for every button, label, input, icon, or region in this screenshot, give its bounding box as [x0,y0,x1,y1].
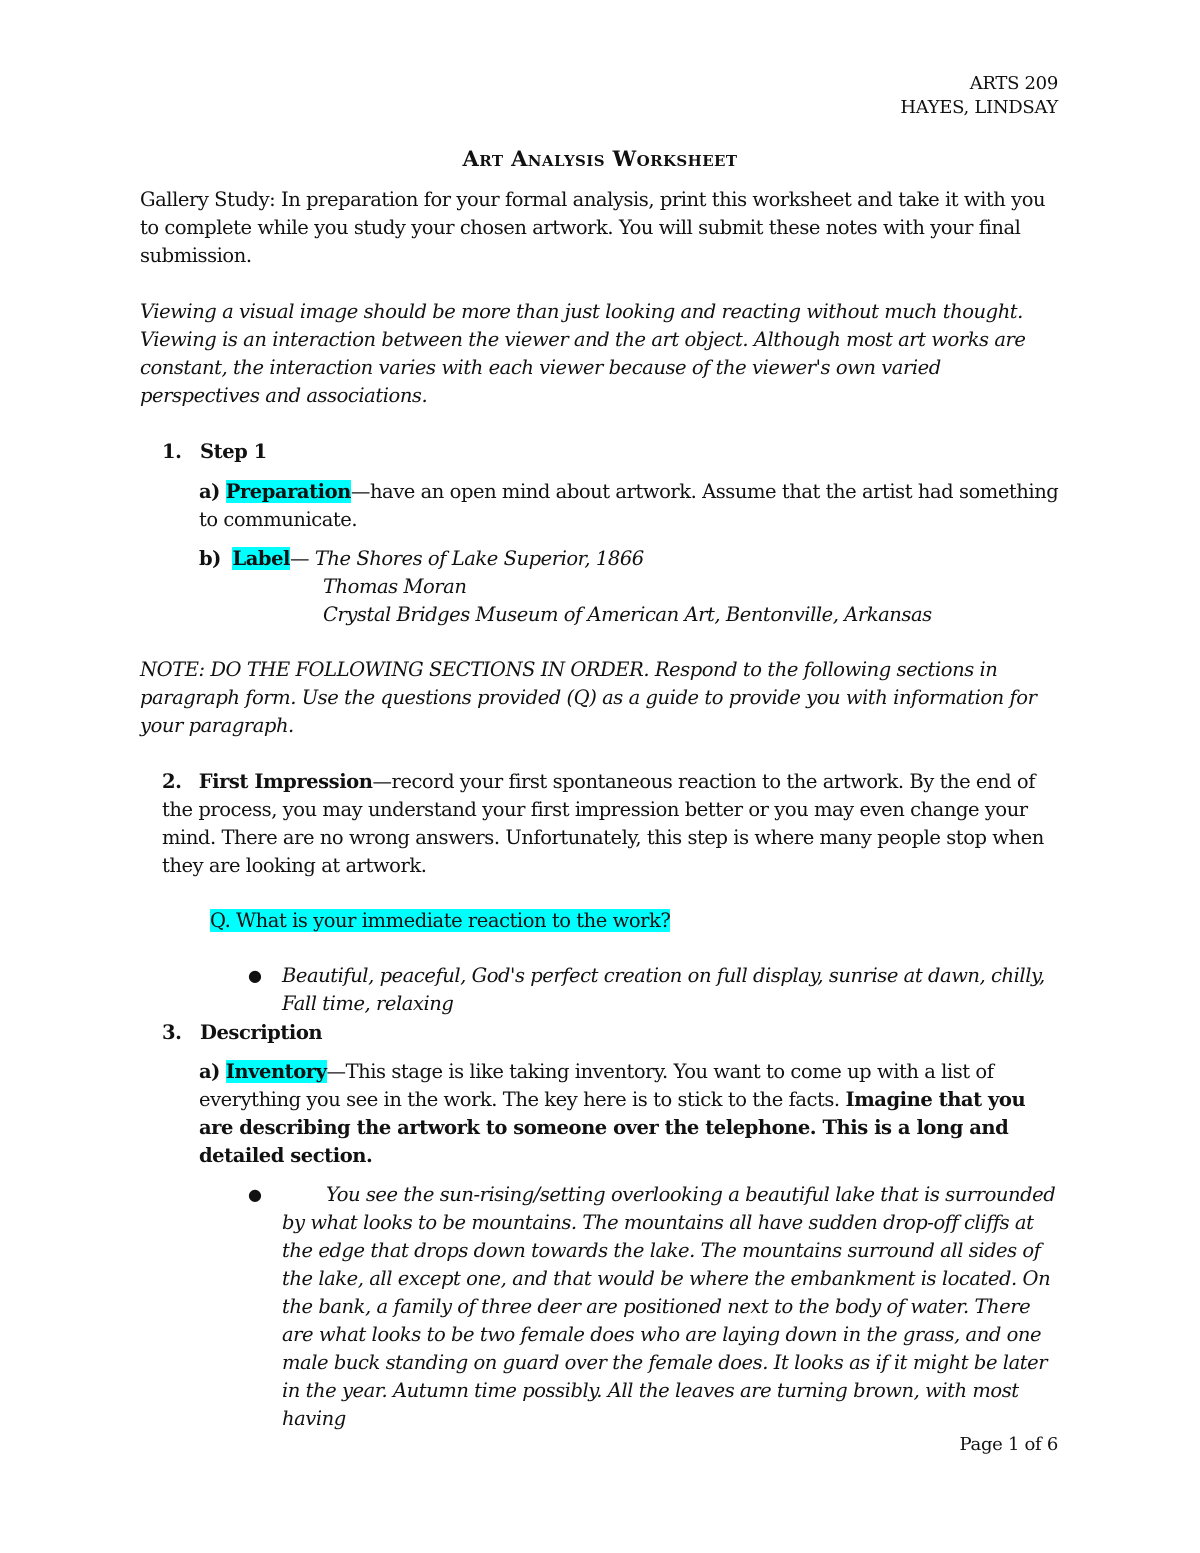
inventory-text: —This stage is like taking inventory. You want to come up with a list of everything you see in the work. The key here is to stick to the facts. [199,1060,994,1111]
inventory-bold-text: Imagine that you are describing the artwork to someone over the telephone. This is a long and detailed section. [199,1088,1026,1167]
step2-text: —record your first spontaneous reaction to the artwork. By the end of the process, you may understand your first impression better or you may even change your mind. There are no wrong answers. Unfortunately, this step is where many people stop when they are looking at artwork. [162,770,1044,877]
inventory-letter: a) [199,1060,220,1083]
step2-number: 2. [162,770,182,793]
label-location: Crystal Bridges Museum of American Art, Bentonville, Arkansas [323,603,932,626]
course-code: ARTS 209 [969,73,1058,94]
label-letter: b) [199,547,221,570]
label-term: Label [232,547,291,570]
label-artwork: The Shores of Lake Superior, 1866 [314,547,644,570]
step1-title: Step 1 [200,440,267,463]
step2-question [210,907,670,935]
step3-answer: You see the sun-rising/setting overlooking a beautiful lake that is surrounded by what looks to be mountains. The mountains all have sudden drop-off cliffs at the edge that drops down towards the lake. The mountains surround all sides of the lake, all except one, and that would be where the embankment is located. On the bank, a family of three deer are positioned next to the body of water. There are what looks to be two female does who are laying down in the grass, and one male buck standing on guard over the female does. It looks as if it might be later in the year. Autumn time possibly. All the leaves are turning brown, with most having [282,1183,1056,1430]
page-number: Page 1 of 6 [959,1434,1058,1455]
order-note: NOTE: DO THE FOLLOWING SECTIONS IN ORDER. Respond to the following sections in paragraph form. Use the questions provided (Q) as a guide to provide you with information for your paragraph. [140,658,1037,737]
inventory-item [199,1058,1059,1170]
preparation-item [199,478,1059,534]
student-name: HAYES, LINDSAY [900,97,1058,118]
step2-answer: Beautiful, peaceful, God's perfect creation on full display, sunrise at dawn, chilly, Fall time, relaxing [282,964,1045,1015]
step2-question-text: Q. What is your immediate reaction to the work? [210,909,671,932]
preparation-term: Preparation [225,480,351,503]
label-dash: — [290,547,310,570]
step3-bullet-icon: ● [248,1185,262,1204]
document-title: Art Analysis Worksheet [462,146,738,171]
step2-bullet-icon: ● [248,966,262,985]
step3-number: 3. [162,1021,182,1044]
step3-title: Description [200,1021,323,1044]
step2-term: First Impression [198,770,373,793]
intro-paragraph: Gallery Study: In preparation for your formal analysis, print this worksheet and take it with you to complete while you study your chosen artwork. You will submit these notes with your final submission. [140,188,1046,267]
label-artist: Thomas Moran [323,575,467,598]
label-item [199,545,1059,573]
preparation-letter: a) [199,480,220,503]
step2-paragraph [162,768,1060,880]
preparation-text: —have an open mind about artwork. Assume that the artist had something to communicate. [199,480,1059,531]
viewing-paragraph: Viewing a visual image should be more than just looking and reacting without much thought. Viewing is an interaction between the viewer and the art object. Although most art works are constant, the interaction varies with each viewer because of the viewer's own varied perspectives and associations. [140,300,1026,407]
step1-number: 1. [162,440,182,463]
inventory-term: Inventory [225,1060,327,1083]
